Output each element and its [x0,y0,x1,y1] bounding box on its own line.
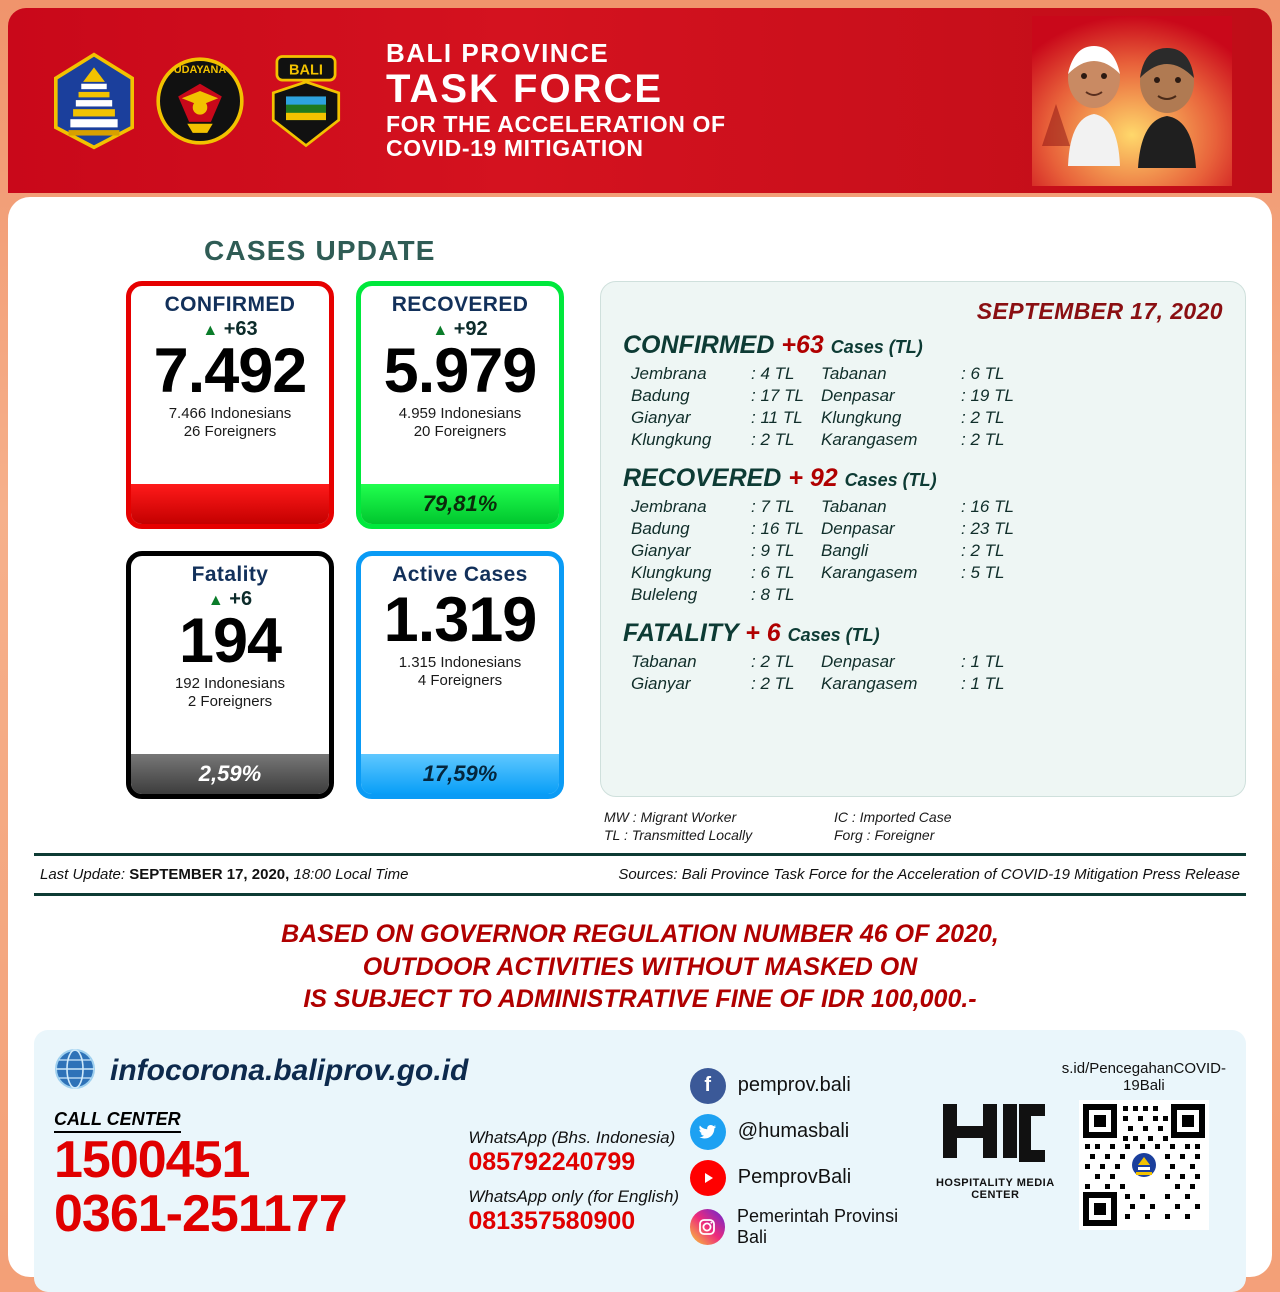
instagram-icon[interactable] [690,1209,725,1245]
stat-delta: ▲ +63 [202,318,258,341]
udayana-military-emblem-icon [154,51,246,151]
last-update-text [40,866,408,883]
whatsapp-english-number[interactable]: 081357580900 [468,1206,636,1235]
region-value: : 2 TL [961,408,1005,427]
divider-top [34,853,1246,856]
detail-table-confirmed [631,364,1223,450]
region-name: Karangasem [821,563,918,582]
qr-label: s.id/PencegahanCOVID-19Bali [1061,1059,1226,1094]
detail-date: SEPTEMBER 17, 2020 [976,298,1223,324]
warning-line-2: OUTDOOR ACTIVITIES WITHOUT MASKED ON [362,952,918,981]
region-name: Gianyar [631,541,691,560]
stat-sub-foreigners: 20 Foreigners [413,423,507,441]
region-value: : 9 TL [751,541,795,560]
call-center-phone-2[interactable]: 0361-251177 [54,1185,347,1244]
region-name: Jembrana [631,497,707,516]
region-name: Klungkung [631,430,712,449]
stat-delta-value: +63 [223,318,258,341]
main-card [8,197,1272,1277]
stat-value: 7.492 [153,336,307,407]
detail-section-name: FATALITY [623,619,739,647]
footer [34,1030,1246,1292]
region-name: Gianyar [631,674,691,693]
region-value: : 7 TL [751,497,795,516]
region-name: Denpasar [821,652,895,671]
instagram-handle[interactable]: Pemerintah Provinsi Bali [737,1205,899,1247]
footer-whatsapp-column [468,1128,689,1278]
qr-code[interactable] [1079,1100,1209,1230]
facebook-icon[interactable]: f [690,1068,726,1104]
stat-breakdown [169,405,292,442]
region-value: : 1 TL [961,652,1005,671]
call-center-label: CALL CENTER [54,1109,181,1133]
detail-section-header-fatality [623,619,1223,648]
legend-item-tl: TL : Transmitted Locally [604,827,753,843]
region-value: : 16 TL [751,519,804,538]
region-name: Buleleng [631,585,698,604]
last-update-bar [34,866,1246,883]
detail-table-recovered [631,497,1223,605]
header-line-2: TASK FORCE [386,67,664,112]
bali-province-emblem-icon [48,51,140,151]
region-value: : 23 TL [961,519,1014,538]
region-name: Denpasar [821,386,895,405]
detail-section-header-confirmed [623,331,1223,360]
legend-item-ic: IC : Imported Case [834,809,952,825]
detail-section-suffix: Cases (TL) [787,625,880,645]
stat-percent-bar: 79,81% [361,484,559,524]
stat-title: Fatality [191,563,269,586]
region-value: : 2 TL [961,430,1005,449]
last-update-date: SEPTEMBER 17, 2020, [129,866,290,883]
footer-contact-column [54,1044,468,1278]
region-name: Tabanan [821,364,887,383]
region-value: : 6 TL [961,364,1005,383]
stat-title: CONFIRMED [164,293,296,316]
svg-text:UDAYANA: UDAYANA [173,63,227,76]
warning-line-3: IS SUBJECT TO ADMINISTRATIVE FINE OF IDR 100,000.- [303,985,977,1013]
region-name: Gianyar [631,408,691,427]
detail-section-count: + 92 [788,464,838,492]
stat-card-fatality [126,551,334,799]
region-name: Klungkung [821,408,902,427]
svg-text:BALI: BALI [289,62,323,79]
footer-qr-column [1062,1060,1226,1278]
stat-title: Active Cases [392,563,528,586]
region-name: Tabanan [631,652,697,671]
detail-section-suffix: Cases (TL) [830,337,923,357]
stat-card-confirmed [126,281,334,529]
hmc-logo-icon [929,1098,1062,1173]
region-value [961,585,1031,605]
social-row-instagram[interactable] [690,1206,929,1248]
stat-breakdown [175,675,285,712]
stats-grid [126,281,564,843]
facebook-handle[interactable]: pemprov.bali [737,1074,851,1096]
region-name: Bangli [821,541,869,560]
detail-section-name: CONFIRMED [623,331,775,359]
stat-delta-value: +6 [229,588,253,611]
sources-label: Sources: [618,866,678,883]
stat-sub-indonesians: 4.959 Indonesians [398,404,522,422]
stat-card-active [356,551,564,799]
region-value: : 5 TL [961,563,1005,582]
page-title: CASES UPDATE [204,235,436,266]
detail-section-name: RECOVERED [623,464,782,492]
stat-title: RECOVERED [391,293,529,316]
stat-percent-bar [131,484,329,524]
region-value: : 6 TL [751,563,795,582]
stat-card-recovered [356,281,564,529]
detail-section-header-recovered [623,464,1223,493]
hmc-title: HOSPITALITY MEDIA CENTER [935,1176,1055,1201]
region-name: Klungkung [631,563,712,582]
sources-value: Bali Province Task Force for the Acceleration of COVID-19 Mitigation Press Release [681,866,1240,883]
social-row-youtube[interactable] [690,1160,929,1196]
twitter-icon[interactable] [690,1114,726,1150]
region-value: : 2 TL [751,430,795,449]
whatsapp-indonesia-number[interactable]: 085792240799 [468,1147,636,1176]
legend-item-mw: MW : Migrant Worker [604,809,737,825]
social-row-twitter[interactable] [690,1114,929,1150]
region-value: : 19 TL [961,386,1014,405]
logo-group [48,51,352,151]
stat-sub-indonesians: 192 Indonesians [174,674,286,692]
footer-social-column [690,1068,929,1278]
website-row[interactable] [54,1048,468,1095]
whatsapp-english-label: WhatsApp only (for English) [468,1186,680,1206]
stat-percent-bar: 2,59% [131,754,329,794]
last-update-time: 18:00 Local Time [293,866,409,883]
twitter-handle[interactable]: @humasbali [737,1120,850,1142]
warning-notice [34,906,1246,1022]
stat-percent-bar: 17,59% [361,754,559,794]
header [8,8,1272,193]
detail-section-suffix: Cases (TL) [844,470,937,490]
stat-sub-indonesians: 7.466 Indonesians [168,404,292,422]
youtube-icon[interactable] [690,1160,726,1196]
website-url[interactable]: infocorona.baliprov.go.id [110,1054,469,1087]
warning-line-1: BASED ON GOVERNOR REGULATION NUMBER 46 OF 2020, [281,920,999,948]
bali-police-emblem-icon [260,51,352,151]
detail-section-count: + 6 [745,619,781,647]
legend [604,809,1246,843]
region-value: : 1 TL [961,674,1005,693]
youtube-handle[interactable]: PemprovBali [737,1166,852,1188]
stat-breakdown [399,654,522,691]
globe-icon [54,1048,96,1095]
detail-table-fatality [631,652,1223,694]
region-value: : 4 TL [751,364,795,383]
header-line-3: FOR THE ACCELERATION OF [386,110,726,137]
region-name: Badung [631,519,690,538]
region-value: : 2 TL [751,652,795,671]
content-row [34,281,1246,843]
social-row-facebook[interactable] [690,1068,929,1104]
stat-sub-foreigners: 26 Foreigners [183,423,277,441]
region-value: : 16 TL [961,497,1014,516]
stat-sub-foreigners: 4 Foreigners [417,672,503,690]
stat-value: 1.319 [383,585,537,656]
region-name [821,585,961,605]
officials-portrait-photo [1032,16,1232,186]
call-center-phone-1[interactable]: 1500451 [54,1130,250,1189]
divider-bottom [34,893,1246,896]
region-name: Denpasar [821,519,895,538]
sources-text [618,866,1240,883]
stat-delta: ▲ +6 [207,588,253,611]
detail-panel [600,281,1246,797]
stat-value: 194 [178,606,282,677]
region-value: : 17 TL [751,386,804,405]
region-name: Jembrana [631,364,707,383]
region-value: : 2 TL [751,674,795,693]
header-line-1: BALI PROVINCE [386,38,610,69]
region-value: : 8 TL [751,585,795,604]
detail-section-count: +63 [781,331,824,359]
stat-sub-indonesians: 1.315 Indonesians [398,653,522,671]
stat-delta-value: +92 [453,318,488,341]
region-name: Karangasem [821,674,918,693]
region-value: : 11 TL [751,408,803,427]
stat-sub-foreigners: 2 Foreigners [187,693,273,711]
header-line-4: COVID-19 MITIGATION [386,134,644,161]
region-name: Badung [631,386,690,405]
stat-delta: ▲ +92 [432,318,488,341]
region-name: Tabanan [821,497,887,516]
stat-breakdown [399,405,522,442]
last-update-label: Last Update: [40,866,126,883]
footer-hmc-column [929,1098,1062,1278]
region-name: Karangasem [821,430,918,449]
region-value: : 2 TL [961,541,1005,560]
stat-value: 5.979 [383,336,537,407]
legend-item-forg: Forg : Foreigner [834,827,935,843]
whatsapp-indonesia-label: WhatsApp (Bhs. Indonesia) [468,1127,676,1147]
header-title-block [386,40,726,160]
